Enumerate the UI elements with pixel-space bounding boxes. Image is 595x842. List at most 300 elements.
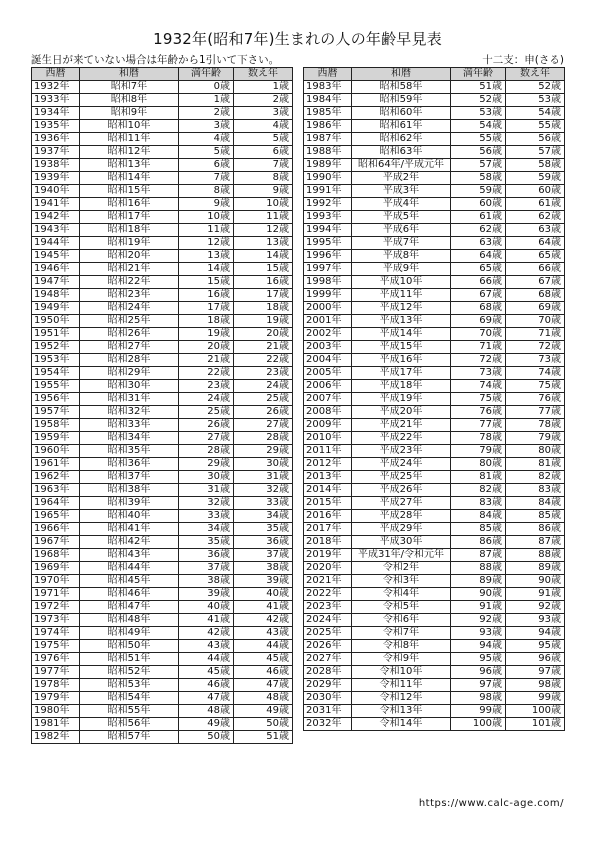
full-age-cell: 50歳: [179, 731, 234, 744]
full-age-cell: 55歳: [451, 133, 506, 146]
kazoe-age-cell: 101歳: [506, 718, 565, 731]
japanese-era-cell: 令和7年: [352, 627, 451, 640]
western-year-cell: 1971年: [32, 588, 80, 601]
table-row: [32, 471, 293, 484]
table-row: [32, 614, 293, 627]
age-table-left: [31, 67, 293, 744]
kazoe-age-cell: 92歳: [506, 601, 565, 614]
full-age-cell: 92歳: [451, 614, 506, 627]
western-year-cell: 1949年: [32, 302, 80, 315]
japanese-era-cell: 昭和24年: [80, 302, 179, 315]
table-row: [304, 263, 565, 276]
western-year-cell: 2029年: [304, 679, 352, 692]
full-age-cell: 94歳: [451, 640, 506, 653]
header-japanese-era: 和暦: [352, 68, 451, 81]
table-row: [32, 328, 293, 341]
western-year-cell: 2013年: [304, 471, 352, 484]
kazoe-age-cell: 52歳: [506, 81, 565, 94]
kazoe-age-cell: 20歳: [234, 328, 293, 341]
japanese-era-cell: 昭和59年: [352, 94, 451, 107]
full-age-cell: 66歳: [451, 276, 506, 289]
full-age-cell: 57歳: [451, 159, 506, 172]
kazoe-age-cell: 11歳: [234, 211, 293, 224]
full-age-cell: 1歳: [179, 94, 234, 107]
table-row: [32, 289, 293, 302]
western-year-cell: 1946年: [32, 263, 80, 276]
table-row: [304, 510, 565, 523]
table-row: [304, 536, 565, 549]
table-row: [32, 172, 293, 185]
japanese-era-cell: 令和14年: [352, 718, 451, 731]
full-age-cell: 25歳: [179, 406, 234, 419]
western-year-cell: 2007年: [304, 393, 352, 406]
table-row: [304, 471, 565, 484]
full-age-cell: 32歳: [179, 497, 234, 510]
full-age-cell: 86歳: [451, 536, 506, 549]
western-year-cell: 1984年: [304, 94, 352, 107]
japanese-era-cell: 令和4年: [352, 588, 451, 601]
japanese-era-cell: 昭和17年: [80, 211, 179, 224]
full-age-cell: 95歳: [451, 653, 506, 666]
header-full-age: 満年齢: [451, 68, 506, 81]
western-year-cell: 1957年: [32, 406, 80, 419]
western-year-cell: 1960年: [32, 445, 80, 458]
kazoe-age-cell: 60歳: [506, 185, 565, 198]
western-year-cell: 1967年: [32, 536, 80, 549]
japanese-era-cell: 昭和39年: [80, 497, 179, 510]
western-year-cell: 1958年: [32, 419, 80, 432]
kazoe-age-cell: 95歳: [506, 640, 565, 653]
kazoe-age-cell: 89歳: [506, 562, 565, 575]
full-age-cell: 77歳: [451, 419, 506, 432]
kazoe-age-cell: 23歳: [234, 367, 293, 380]
full-age-cell: 43歳: [179, 640, 234, 653]
western-year-cell: 1948年: [32, 289, 80, 302]
western-year-cell: 2003年: [304, 341, 352, 354]
full-age-cell: 29歳: [179, 458, 234, 471]
table-row: [32, 237, 293, 250]
header-kazoe-age: 数え年: [234, 68, 293, 81]
table-row: [32, 484, 293, 497]
table-header-row: [32, 68, 293, 81]
western-year-cell: 1978年: [32, 679, 80, 692]
table-row: [304, 666, 565, 679]
table-row: [32, 523, 293, 536]
full-age-cell: 58歳: [451, 172, 506, 185]
full-age-cell: 15歳: [179, 276, 234, 289]
kazoe-age-cell: 88歳: [506, 549, 565, 562]
zodiac-label: 十二支：申(さる): [482, 54, 564, 66]
japanese-era-cell: 昭和42年: [80, 536, 179, 549]
japanese-era-cell: 昭和25年: [80, 315, 179, 328]
table-row: [32, 692, 293, 705]
kazoe-age-cell: 70歳: [506, 315, 565, 328]
table-row: [304, 640, 565, 653]
age-table-right: [303, 67, 565, 731]
full-age-cell: 8歳: [179, 185, 234, 198]
japanese-era-cell: 平成4年: [352, 198, 451, 211]
kazoe-age-cell: 33歳: [234, 497, 293, 510]
kazoe-age-cell: 61歳: [506, 198, 565, 211]
western-year-cell: 1994年: [304, 224, 352, 237]
western-year-cell: 1932年: [32, 81, 80, 94]
japanese-era-cell: 昭和60年: [352, 107, 451, 120]
kazoe-age-cell: 25歳: [234, 393, 293, 406]
full-age-cell: 23歳: [179, 380, 234, 393]
kazoe-age-cell: 9歳: [234, 185, 293, 198]
table-row: [32, 601, 293, 614]
kazoe-age-cell: 48歳: [234, 692, 293, 705]
full-age-cell: 10歳: [179, 211, 234, 224]
japanese-era-cell: 昭和30年: [80, 380, 179, 393]
western-year-cell: 2012年: [304, 458, 352, 471]
japanese-era-cell: 平成11年: [352, 289, 451, 302]
japanese-era-cell: 平成25年: [352, 471, 451, 484]
western-year-cell: 1952年: [32, 341, 80, 354]
western-year-cell: 1977年: [32, 666, 80, 679]
kazoe-age-cell: 57歳: [506, 146, 565, 159]
full-age-cell: 67歳: [451, 289, 506, 302]
kazoe-age-cell: 45歳: [234, 653, 293, 666]
kazoe-age-cell: 87歳: [506, 536, 565, 549]
kazoe-age-cell: 6歳: [234, 146, 293, 159]
kazoe-age-cell: 79歳: [506, 432, 565, 445]
header-western-year: 西暦: [304, 68, 352, 81]
full-age-cell: 24歳: [179, 393, 234, 406]
full-age-cell: 41歳: [179, 614, 234, 627]
western-year-cell: 1973年: [32, 614, 80, 627]
western-year-cell: 1963年: [32, 484, 80, 497]
western-year-cell: 2014年: [304, 484, 352, 497]
table-row: [304, 679, 565, 692]
table-row: [32, 120, 293, 133]
western-year-cell: 1941年: [32, 198, 80, 211]
western-year-cell: 1965年: [32, 510, 80, 523]
western-year-cell: 1936年: [32, 133, 80, 146]
kazoe-age-cell: 62歳: [506, 211, 565, 224]
full-age-cell: 56歳: [451, 146, 506, 159]
western-year-cell: 2001年: [304, 315, 352, 328]
table-row: [32, 354, 293, 367]
western-year-cell: 2015年: [304, 497, 352, 510]
western-year-cell: 2020年: [304, 562, 352, 575]
kazoe-age-cell: 8歳: [234, 172, 293, 185]
japanese-era-cell: 昭和8年: [80, 94, 179, 107]
kazoe-age-cell: 36歳: [234, 536, 293, 549]
western-year-cell: 2009年: [304, 419, 352, 432]
table-row: [32, 731, 293, 744]
western-year-cell: 1964年: [32, 497, 80, 510]
japanese-era-cell: 令和6年: [352, 614, 451, 627]
table-row: [32, 445, 293, 458]
full-age-cell: 21歳: [179, 354, 234, 367]
kazoe-age-cell: 13歳: [234, 237, 293, 250]
western-year-cell: 1995年: [304, 237, 352, 250]
japanese-era-cell: 平成13年: [352, 315, 451, 328]
full-age-cell: 33歳: [179, 510, 234, 523]
table-row: [304, 198, 565, 211]
japanese-era-cell: 平成29年: [352, 523, 451, 536]
western-year-cell: 1982年: [32, 731, 80, 744]
japanese-era-cell: 昭和15年: [80, 185, 179, 198]
western-year-cell: 1989年: [304, 159, 352, 172]
kazoe-age-cell: 22歳: [234, 354, 293, 367]
western-year-cell: 1987年: [304, 133, 352, 146]
japanese-era-cell: 平成9年: [352, 263, 451, 276]
table-row: [304, 705, 565, 718]
japanese-era-cell: 昭和18年: [80, 224, 179, 237]
japanese-era-cell: 昭和44年: [80, 562, 179, 575]
western-year-cell: 1956年: [32, 393, 80, 406]
full-age-cell: 76歳: [451, 406, 506, 419]
western-year-cell: 1975年: [32, 640, 80, 653]
full-age-cell: 5歳: [179, 146, 234, 159]
full-age-cell: 45歳: [179, 666, 234, 679]
table-row: [32, 94, 293, 107]
table-row: [32, 159, 293, 172]
footer-url[interactable]: https://www.calc-age.com/: [418, 798, 564, 809]
japanese-era-cell: 昭和58年: [352, 81, 451, 94]
japanese-era-cell: 昭和54年: [80, 692, 179, 705]
full-age-cell: 19歳: [179, 328, 234, 341]
header-kazoe-age: 数え年: [506, 68, 565, 81]
western-year-cell: 2006年: [304, 380, 352, 393]
japanese-era-cell: 平成23年: [352, 445, 451, 458]
table-body-left: [32, 81, 293, 744]
full-age-cell: 31歳: [179, 484, 234, 497]
full-age-cell: 82歳: [451, 484, 506, 497]
kazoe-age-cell: 14歳: [234, 250, 293, 263]
table-row: [32, 575, 293, 588]
table-row: [304, 380, 565, 393]
full-age-cell: 47歳: [179, 692, 234, 705]
kazoe-age-cell: 77歳: [506, 406, 565, 419]
japanese-era-cell: 昭和48年: [80, 614, 179, 627]
japanese-era-cell: 昭和62年: [352, 133, 451, 146]
japanese-era-cell: 昭和7年: [80, 81, 179, 94]
table-row: [32, 276, 293, 289]
full-age-cell: 72歳: [451, 354, 506, 367]
western-year-cell: 1940年: [32, 185, 80, 198]
table-row: [32, 393, 293, 406]
full-age-cell: 73歳: [451, 367, 506, 380]
western-year-cell: 2025年: [304, 627, 352, 640]
western-year-cell: 2008年: [304, 406, 352, 419]
japanese-era-cell: 昭和31年: [80, 393, 179, 406]
japanese-era-cell: 平成2年: [352, 172, 451, 185]
full-age-cell: 90歳: [451, 588, 506, 601]
full-age-cell: 4歳: [179, 133, 234, 146]
japanese-era-cell: 平成15年: [352, 341, 451, 354]
full-age-cell: 34歳: [179, 523, 234, 536]
kazoe-age-cell: 2歳: [234, 94, 293, 107]
full-age-cell: 28歳: [179, 445, 234, 458]
japanese-era-cell: 昭和43年: [80, 549, 179, 562]
western-year-cell: 1969年: [32, 562, 80, 575]
full-age-cell: 83歳: [451, 497, 506, 510]
table-row: [32, 250, 293, 263]
table-row: [304, 224, 565, 237]
table-row: [304, 120, 565, 133]
table-row: [32, 510, 293, 523]
full-age-cell: 65歳: [451, 263, 506, 276]
full-age-cell: 68歳: [451, 302, 506, 315]
japanese-era-cell: 昭和28年: [80, 354, 179, 367]
kazoe-age-cell: 40歳: [234, 588, 293, 601]
kazoe-age-cell: 46歳: [234, 666, 293, 679]
kazoe-age-cell: 90歳: [506, 575, 565, 588]
japanese-era-cell: 平成6年: [352, 224, 451, 237]
full-age-cell: 37歳: [179, 562, 234, 575]
western-year-cell: 1972年: [32, 601, 80, 614]
western-year-cell: 2000年: [304, 302, 352, 315]
western-year-cell: 2010年: [304, 432, 352, 445]
kazoe-age-cell: 18歳: [234, 302, 293, 315]
full-age-cell: 75歳: [451, 393, 506, 406]
kazoe-age-cell: 43歳: [234, 627, 293, 640]
full-age-cell: 51歳: [451, 81, 506, 94]
kazoe-age-cell: 67歳: [506, 276, 565, 289]
kazoe-age-cell: 47歳: [234, 679, 293, 692]
full-age-cell: 14歳: [179, 263, 234, 276]
japanese-era-cell: 昭和61年: [352, 120, 451, 133]
full-age-cell: 60歳: [451, 198, 506, 211]
japanese-era-cell: 昭和32年: [80, 406, 179, 419]
table-row: [304, 146, 565, 159]
table-row: [32, 406, 293, 419]
table-row: [32, 107, 293, 120]
western-year-cell: 2023年: [304, 601, 352, 614]
header-western-year: 西暦: [32, 68, 80, 81]
full-age-cell: 100歳: [451, 718, 506, 731]
western-year-cell: 1951年: [32, 328, 80, 341]
western-year-cell: 1999年: [304, 289, 352, 302]
full-age-cell: 44歳: [179, 653, 234, 666]
full-age-cell: 64歳: [451, 250, 506, 263]
japanese-era-cell: 平成26年: [352, 484, 451, 497]
table-row: [32, 263, 293, 276]
kazoe-age-cell: 93歳: [506, 614, 565, 627]
table-row: [304, 575, 565, 588]
table-row: [32, 341, 293, 354]
japanese-era-cell: 昭和38年: [80, 484, 179, 497]
full-age-cell: 97歳: [451, 679, 506, 692]
kazoe-age-cell: 17歳: [234, 289, 293, 302]
table-row: [304, 432, 565, 445]
japanese-era-cell: 昭和35年: [80, 445, 179, 458]
japanese-era-cell: 昭和12年: [80, 146, 179, 159]
kazoe-age-cell: 65歳: [506, 250, 565, 263]
western-year-cell: 1944年: [32, 237, 80, 250]
full-age-cell: 0歳: [179, 81, 234, 94]
full-age-cell: 26歳: [179, 419, 234, 432]
western-year-cell: 1937年: [32, 146, 80, 159]
kazoe-age-cell: 12歳: [234, 224, 293, 237]
kazoe-age-cell: 96歳: [506, 653, 565, 666]
japanese-era-cell: 昭和47年: [80, 601, 179, 614]
kazoe-age-cell: 3歳: [234, 107, 293, 120]
table-row: [304, 133, 565, 146]
table-row: [32, 497, 293, 510]
kazoe-age-cell: 63歳: [506, 224, 565, 237]
kazoe-age-cell: 42歳: [234, 614, 293, 627]
western-year-cell: 1988年: [304, 146, 352, 159]
table-header-row: [304, 68, 565, 81]
kazoe-age-cell: 51歳: [234, 731, 293, 744]
japanese-era-cell: 平成7年: [352, 237, 451, 250]
kazoe-age-cell: 66歳: [506, 263, 565, 276]
japanese-era-cell: 平成5年: [352, 211, 451, 224]
kazoe-age-cell: 86歳: [506, 523, 565, 536]
table-row: [304, 445, 565, 458]
western-year-cell: 2018年: [304, 536, 352, 549]
japanese-era-cell: 昭和22年: [80, 276, 179, 289]
full-age-cell: 6歳: [179, 159, 234, 172]
japanese-era-cell: 平成28年: [352, 510, 451, 523]
full-age-cell: 84歳: [451, 510, 506, 523]
kazoe-age-cell: 7歳: [234, 159, 293, 172]
kazoe-age-cell: 50歳: [234, 718, 293, 731]
full-age-cell: 52歳: [451, 94, 506, 107]
full-age-cell: 22歳: [179, 367, 234, 380]
full-age-cell: 87歳: [451, 549, 506, 562]
kazoe-age-cell: 39歳: [234, 575, 293, 588]
japanese-era-cell: 昭和29年: [80, 367, 179, 380]
western-year-cell: 1945年: [32, 250, 80, 263]
table-row: [304, 393, 565, 406]
western-year-cell: 2004年: [304, 354, 352, 367]
table-row: [304, 653, 565, 666]
japanese-era-cell: 昭和56年: [80, 718, 179, 731]
western-year-cell: 2027年: [304, 653, 352, 666]
japanese-era-cell: 平成20年: [352, 406, 451, 419]
full-age-cell: 80歳: [451, 458, 506, 471]
japanese-era-cell: 令和2年: [352, 562, 451, 575]
western-year-cell: 2031年: [304, 705, 352, 718]
western-year-cell: 2019年: [304, 549, 352, 562]
table-row: [32, 315, 293, 328]
kazoe-age-cell: 85歳: [506, 510, 565, 523]
kazoe-age-cell: 38歳: [234, 562, 293, 575]
western-year-cell: 1981年: [32, 718, 80, 731]
kazoe-age-cell: 29歳: [234, 445, 293, 458]
western-year-cell: 2032年: [304, 718, 352, 731]
japanese-era-cell: 平成17年: [352, 367, 451, 380]
full-age-cell: 40歳: [179, 601, 234, 614]
table-row: [304, 289, 565, 302]
japanese-era-cell: 昭和9年: [80, 107, 179, 120]
full-age-cell: 85歳: [451, 523, 506, 536]
table-row: [304, 562, 565, 575]
table-row: [32, 653, 293, 666]
japanese-era-cell: 平成16年: [352, 354, 451, 367]
table-row: [32, 640, 293, 653]
table-row: [32, 81, 293, 94]
japanese-era-cell: 昭和45年: [80, 575, 179, 588]
table-row: [304, 601, 565, 614]
table-row: [304, 328, 565, 341]
full-age-cell: 13歳: [179, 250, 234, 263]
table-row: [304, 627, 565, 640]
table-row: [32, 211, 293, 224]
japanese-era-cell: 昭和13年: [80, 159, 179, 172]
japanese-era-cell: 昭和51年: [80, 653, 179, 666]
table-row: [304, 497, 565, 510]
full-age-cell: 46歳: [179, 679, 234, 692]
kazoe-age-cell: 26歳: [234, 406, 293, 419]
japanese-era-cell: 昭和40年: [80, 510, 179, 523]
kazoe-age-cell: 4歳: [234, 120, 293, 133]
